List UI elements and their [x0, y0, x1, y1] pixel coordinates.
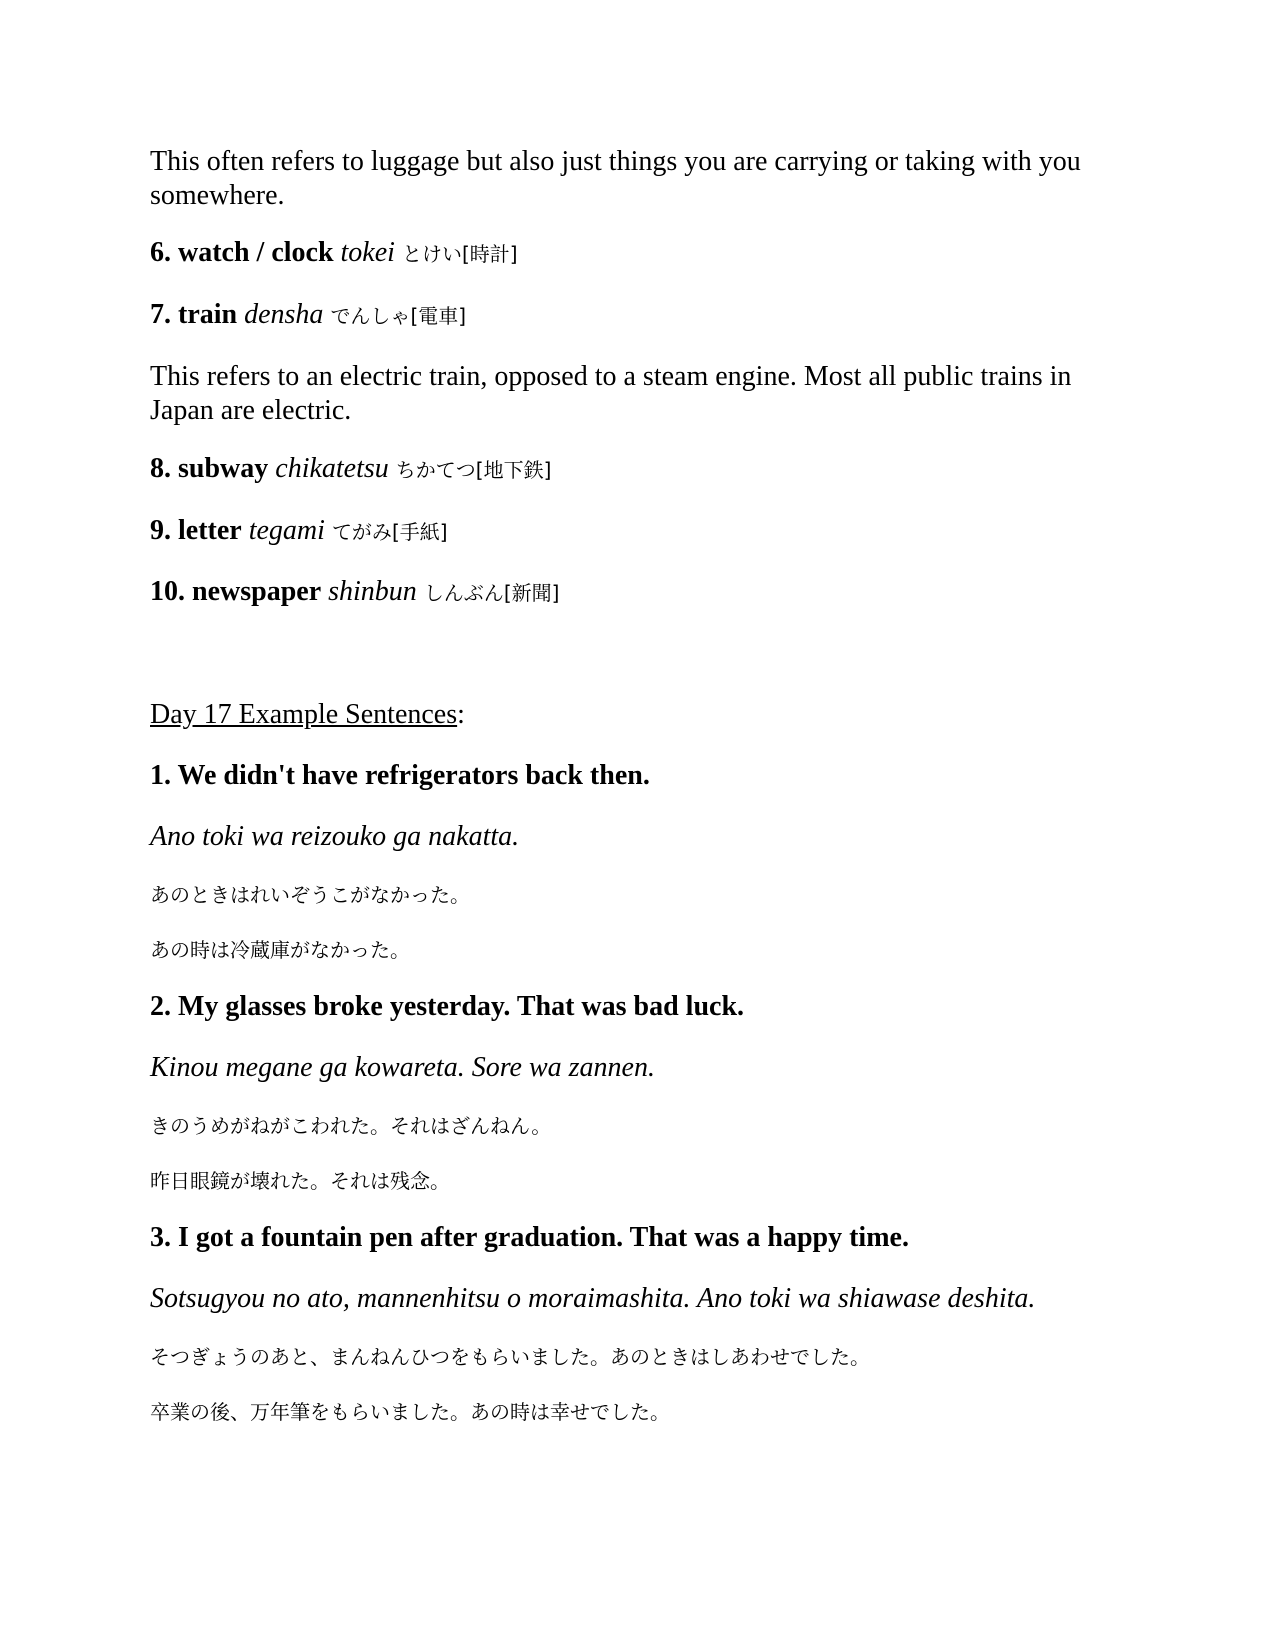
sentence-3-english: 3. I got a fountain pen after graduation. That was a happy time.: [150, 1222, 909, 1253]
train-note: This refers to an electric train, opposed to a steam engine. Most all public trains in Japan are electric.: [150, 361, 1072, 426]
vocab-item-9: [150, 514, 448, 549]
vocab-kanji: [新聞]: [503, 581, 560, 605]
vocab-number: 10.: [150, 576, 185, 607]
vocab-number: 9.: [150, 515, 171, 546]
vocab-kanji: [手紙]: [391, 520, 448, 544]
vocab-romaji: densha: [244, 299, 324, 330]
sentence-2-kana: きのうめがねがこわれた。それはざんねん。: [150, 1114, 552, 1138]
section-heading: [150, 698, 465, 732]
vocab-kana: てがみ: [331, 520, 392, 544]
vocab-romaji: tegami: [248, 515, 325, 546]
vocab-kanji: [地下鉄]: [475, 458, 552, 482]
vocab-kana: とけい: [401, 242, 462, 266]
vocab-number: 8.: [150, 453, 171, 484]
vocab-kana: しんぶん: [423, 581, 504, 605]
vocab-item-10: [150, 575, 559, 610]
vocab-kana: ちかてつ: [395, 458, 476, 482]
vocab-item-7: [150, 298, 466, 333]
vocab-number: 6.: [150, 237, 171, 268]
vocab-kana: でんしゃ: [330, 304, 411, 328]
sentence-3-kana: そつぎょうのあと、まんねんひつをもらいました。あのときはしあわせでした。: [150, 1345, 870, 1369]
sentence-2-kanji: 昨日眼鏡が壊れた。それは残念。: [150, 1169, 450, 1193]
sentence-1-english: 1. We didn't have refrigerators back then.: [150, 760, 650, 791]
vocab-english: watch / clock: [178, 237, 334, 268]
sentence-1-kanji: あの時は冷蔵庫がなかった。: [150, 938, 410, 962]
vocab-romaji: tokei: [340, 237, 395, 268]
vocab-item-8: [150, 452, 551, 487]
vocab-english: newspaper: [192, 576, 322, 607]
vocab-item-6: [150, 236, 518, 271]
section-title: Day 17 Example Sentences: [150, 699, 458, 730]
sentence-1-kana: あのときはれいぞうこがなかった。: [150, 883, 470, 907]
vocab-kanji: [時計]: [461, 242, 518, 266]
vocab-kanji: [電車]: [410, 304, 467, 328]
sentence-3-romaji: Sotsugyou no ato, mannenhitsu o moraimashita. Ano toki wa shiawase deshita.: [150, 1283, 1036, 1314]
sentence-3-kanji: 卒業の後、万年筆をもらいました。あの時は幸せでした。: [150, 1400, 670, 1424]
sentence-2-english: 2. My glasses broke yesterday. That was bad luck.: [150, 991, 745, 1022]
vocab-number: 7.: [150, 299, 171, 330]
vocab-english: letter: [178, 515, 242, 546]
sentence-2-romaji: Kinou megane ga kowareta. Sore wa zannen.: [150, 1052, 655, 1083]
luggage-note: This often refers to luggage but also just things you are carrying or taking with you somewhere.: [150, 146, 1081, 211]
vocab-romaji: chikatetsu: [275, 453, 389, 484]
vocab-romaji: shinbun: [328, 576, 417, 607]
vocab-english: subway: [178, 453, 269, 484]
section-colon: :: [457, 699, 465, 730]
vocab-english: train: [178, 299, 238, 330]
sentence-1-romaji: Ano toki wa reizouko ga nakatta.: [150, 821, 520, 852]
